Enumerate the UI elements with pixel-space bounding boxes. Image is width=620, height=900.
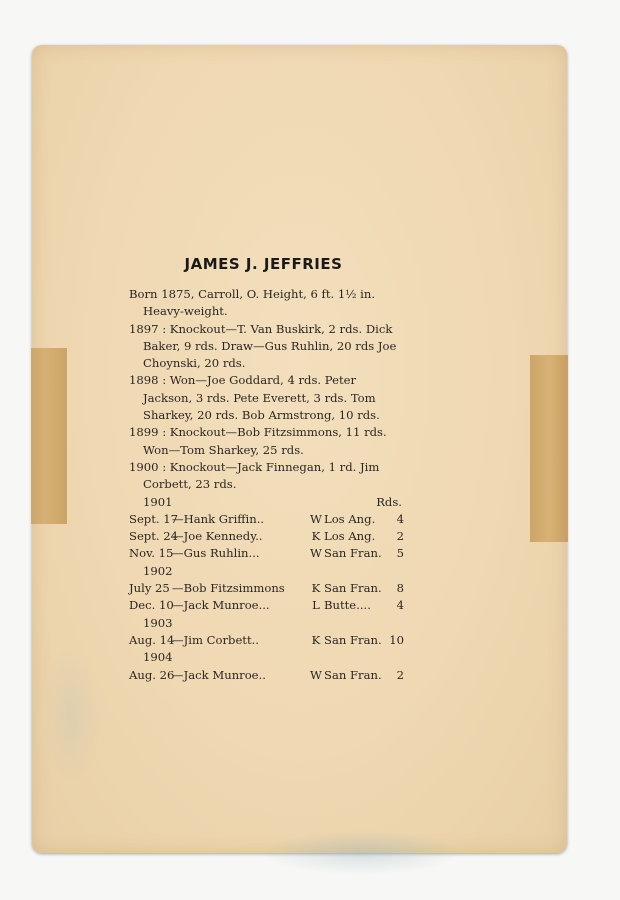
fight-result: W (310, 546, 322, 561)
fight-date: Aug. 14 (129, 632, 175, 647)
fight-opponent: —Jack Munroe... (172, 598, 270, 613)
fight-date: July 25 (129, 581, 170, 596)
fight-location: Los Ang. (324, 511, 376, 526)
fight-location: Butte.... (324, 598, 371, 613)
fight-location: San Fran. (324, 581, 382, 596)
record-1897: 1897 : Knockout—T. Van Buskirk, 2 rds. Dick Baker, 9 rds. Draw—Gus Ruhlin, 20 rds Joe Choynski, 20 rds. (129, 321, 397, 371)
fight-rounds: 4 (396, 511, 404, 526)
fight-location: Los Ang. (324, 529, 376, 544)
fight-opponent: —Gus Ruhlin... (172, 546, 260, 561)
fight-opponent: —Joe Kennedy.. (172, 529, 263, 544)
fight-result: W (310, 667, 322, 682)
tape-strip-left (31, 348, 67, 524)
fight-date: Nov. 15 (129, 546, 174, 561)
record-1899: 1899 : Knockout—Bob Fitzsimmons, 11 rds. Won—Tom Sharkey, 25 rds. (129, 425, 387, 457)
fight-opponent: —Bob Fitzsimmons (172, 581, 285, 596)
fight-row (129, 545, 404, 562)
fight-location: San Fran. (324, 546, 382, 561)
fight-location: San Fran. (324, 667, 382, 682)
fight-date: Sept. 24 (129, 529, 179, 544)
fight-rounds: 2 (396, 529, 404, 544)
fight-row (129, 597, 404, 614)
fight-opponent: —Jim Corbett.. (172, 632, 259, 647)
fight-date: Dec. 10 (129, 598, 174, 613)
fight-row (129, 528, 404, 545)
fight-result: K (311, 529, 321, 544)
fight-opponent: —Hank Griffin.. (172, 511, 265, 526)
tape-strip-right (530, 355, 568, 542)
fight-row (129, 511, 404, 528)
year-1901: 1901 (143, 494, 173, 509)
fight-result: K (311, 632, 321, 647)
year-1901-header (129, 494, 404, 511)
year-1902: 1902 (143, 563, 173, 578)
fight-rounds: 4 (396, 598, 404, 613)
fight-result: K (311, 581, 321, 596)
fight-row (129, 632, 404, 649)
rounds-column-label: Rds. (376, 494, 402, 509)
record-1898: 1898 : Won—Joe Goddard, 4 rds. Peter Jackson, 3 rds. Pete Everett, 3 rds. Tom Sharkey, 20 rds. Bob Armstrong, 10 rds. (129, 373, 380, 423)
fight-opponent: —Jack Munroe.. (172, 667, 266, 682)
record-text (129, 286, 404, 684)
boxer-name-title: JAMES J. JEFFRIES (184, 255, 343, 273)
fight-date: Aug. 26 (129, 667, 175, 682)
fight-rounds: 2 (396, 667, 404, 682)
water-stain-left (42, 645, 102, 785)
fight-rounds: 10 (389, 632, 404, 647)
fight-row (129, 667, 404, 684)
year-1904: 1904 (143, 650, 173, 665)
fight-result: W (310, 511, 322, 526)
intro-paragraph: Born 1875, Carroll, O. Height, 6 ft. 1½ in. Heavy-weight. (129, 287, 376, 319)
fight-row (129, 580, 404, 597)
water-stain (262, 830, 462, 875)
record-1900: 1900 : Knockout—Jack Finnegan, 1 rd. Jim Corbett, 23 rds. (129, 459, 380, 492)
fight-rounds: 5 (396, 546, 404, 561)
fight-rounds: 8 (396, 581, 404, 596)
year-1903: 1903 (143, 615, 173, 630)
fight-result: L (312, 598, 320, 613)
fight-location: San Fran. (324, 632, 382, 647)
fight-date: Sept. 17 (129, 511, 179, 526)
